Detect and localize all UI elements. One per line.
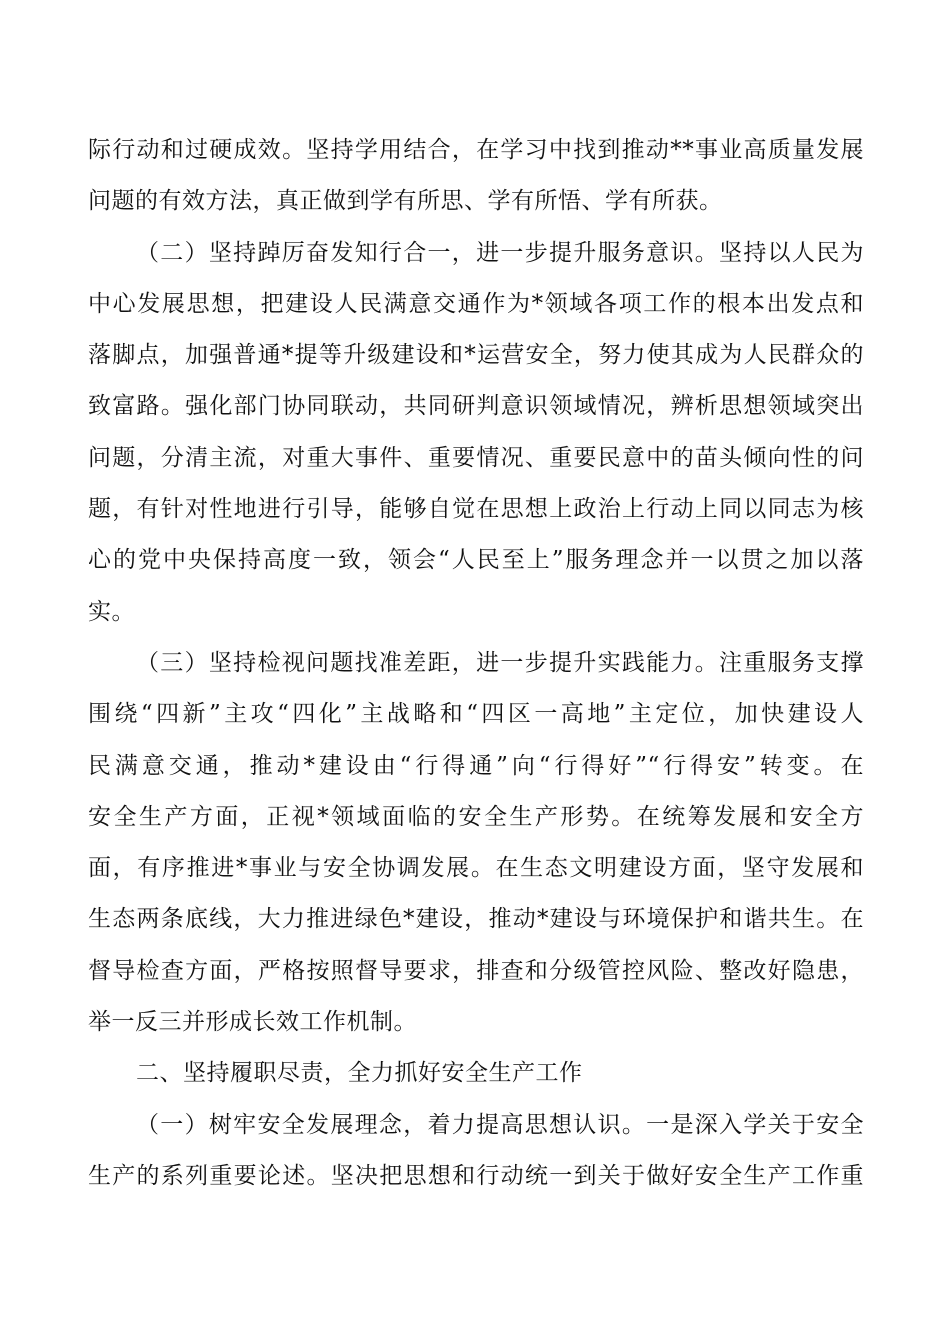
text-line: 致富路。强化部门协同联动，共同研判意识领域情况，辨析思想领域突出 [88, 393, 864, 420]
text-line: 中心发展思想，把建设人民满意交通作为*领域各项工作的根本出发点和 [88, 290, 864, 317]
text-line: 生态两条底线，大力推进绿色*建设，推动*建设与环境保护和谐共生。在 [88, 906, 864, 933]
document-page [88, 128, 864, 1205]
paragraph-heading-line: （一）树牢安全发展理念，着力提高思想认识。一是深入学关于安全 [136, 1111, 864, 1138]
text-line: 举一反三并形成长效工作机制。 [88, 1009, 417, 1036]
text-line: 生产的系列重要论述。坚决把思想和行动统一到关于做好安全生产工作重 [88, 1162, 864, 1189]
text-line: 际行动和过硬成效。坚持学用结合，在学习中找到推动**事业高质量发展 [88, 137, 864, 163]
paragraph-heading-line: （二）坚持踔厉奋发知行合一，进一步提升服务意识。坚持以人民为 [136, 239, 864, 266]
text-line: 面，有序推进*事业与安全协调发展。在生态文明建设方面，坚守发展和 [88, 855, 864, 882]
text-line: 围绕“四新”主攻“四化”主战略和“四区一高地”主定位，加快建设人 [88, 701, 864, 728]
text-line: 落脚点，加强普通*提等升级建设和*运营安全，努力使其成为人民群众的 [88, 342, 864, 369]
text-line: 安全生产方面，正视*领域面临的安全生产形势。在统筹发展和安全方 [88, 803, 864, 830]
text-line: 问题，分清主流，对重大事件、重要情况、重要民意中的苗头倾向性的问 [88, 444, 864, 471]
text-line: 心的党中央保持高度一致，领会“人民至上”服务理念并一以贯之加以落 [88, 547, 864, 574]
text-line: 督导检查方面，严格按照督导要求，排查和分级管控风险、整改好隐患， [88, 957, 864, 984]
text-line: 问题的有效方法，真正做到学有所思、学有所悟、学有所获。 [88, 188, 723, 215]
text-line: 题，有针对性地进行引导，能够自觉在思想上政治上行动上同以同志为核 [88, 496, 864, 523]
text-line: 实。 [88, 598, 135, 625]
text-line: 民满意交通，推动*建设由“行得通”向“行得好”“行得安”转变。在 [88, 752, 864, 779]
paragraph-heading-line: （三）坚持检视问题找准差距，进一步提升实践能力。注重服务支撑 [136, 649, 864, 676]
section-heading: 二、坚持履职尽责，全力抓好安全生产工作 [136, 1060, 583, 1087]
